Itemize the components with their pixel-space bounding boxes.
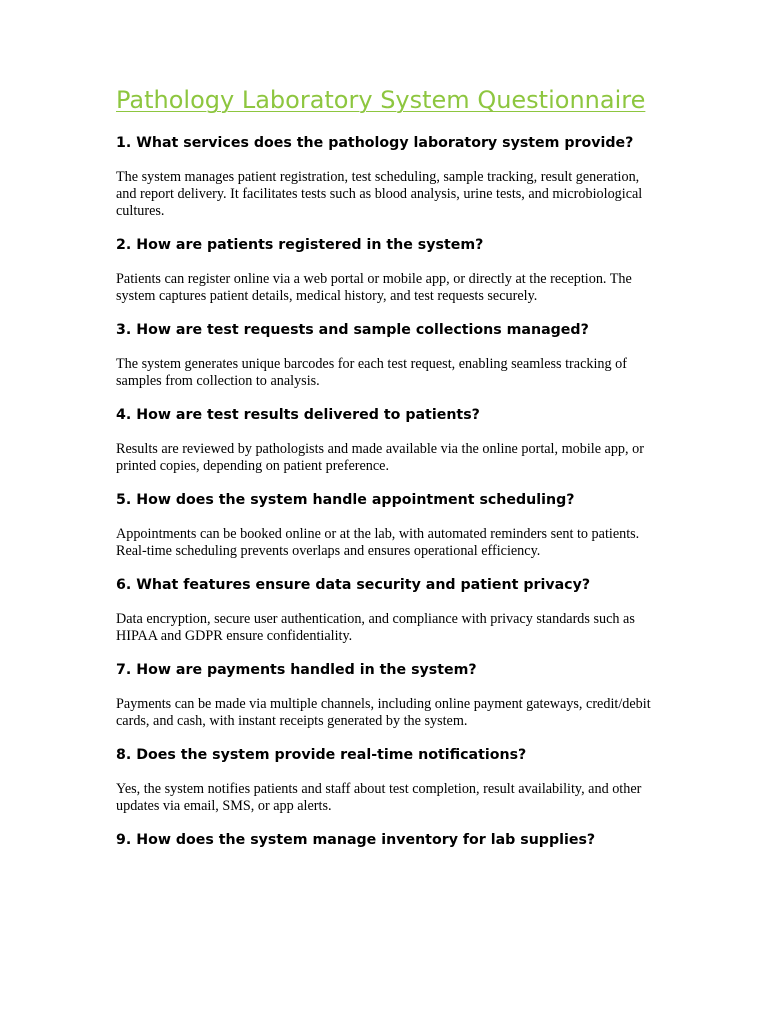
qa-item-4	[116, 406, 656, 475]
qa-item-6	[116, 576, 656, 645]
qa-item-8	[116, 746, 656, 815]
document-page	[116, 86, 656, 866]
question-3: 3. How are test requests and sample collections managed?	[116, 322, 589, 338]
qa-item-5	[116, 491, 656, 560]
question-5: 5. How does the system handle appointment scheduling?	[116, 492, 575, 508]
qa-item-7	[116, 661, 656, 730]
answer-6: Data encryption, secure user authentication, and compliance with privacy standards such as HIPAA and GDPR ensure confidentiality.	[116, 611, 635, 644]
answer-3: The system generates unique barcodes for each test request, enabling seamless tracking of samples from collection to analysis.	[116, 356, 627, 389]
qa-item-3	[116, 321, 656, 390]
answer-7: Payments can be made via multiple channels, including online payment gateways, credit/debit cards, and cash, with instant receipts generated by the system.	[116, 696, 651, 729]
question-8: 8. Does the system provide real-time notifications?	[116, 747, 527, 763]
answer-2: Patients can register online via a web portal or mobile app, or directly at the reception. The system captures patient details, medical history, and test requests securely.	[116, 271, 632, 304]
question-7: 7. How are payments handled in the system?	[116, 662, 477, 678]
answer-4: Results are reviewed by pathologists and made available via the online portal, mobile app, or printed copies, depending on patient preference.	[116, 441, 644, 474]
question-4: 4. How are test results delivered to patients?	[116, 407, 480, 423]
qa-item-9	[116, 831, 656, 849]
question-6: 6. What features ensure data security and patient privacy?	[116, 577, 591, 593]
question-9: 9. How does the system manage inventory for lab supplies?	[116, 832, 596, 848]
question-2: 2. How are patients registered in the system?	[116, 237, 484, 253]
answer-1: The system manages patient registration, test scheduling, sample tracking, result generation, and report delivery. It facilitates tests such as blood analysis, urine tests, and microbiological cultures.	[116, 169, 643, 219]
answer-5: Appointments can be booked online or at the lab, with automated reminders sent to patients. Real-time scheduling prevents overlaps and ensures operational efficiency.	[116, 526, 640, 559]
qa-item-1	[116, 134, 656, 220]
document-title: Pathology Laboratory System Questionnaire	[116, 86, 646, 114]
qa-item-2	[116, 236, 656, 305]
answer-8: Yes, the system notifies patients and staff about test completion, result availability, and other updates via email, SMS, or app alerts.	[116, 781, 642, 814]
question-1: 1. What services does the pathology laboratory system provide?	[116, 135, 634, 151]
